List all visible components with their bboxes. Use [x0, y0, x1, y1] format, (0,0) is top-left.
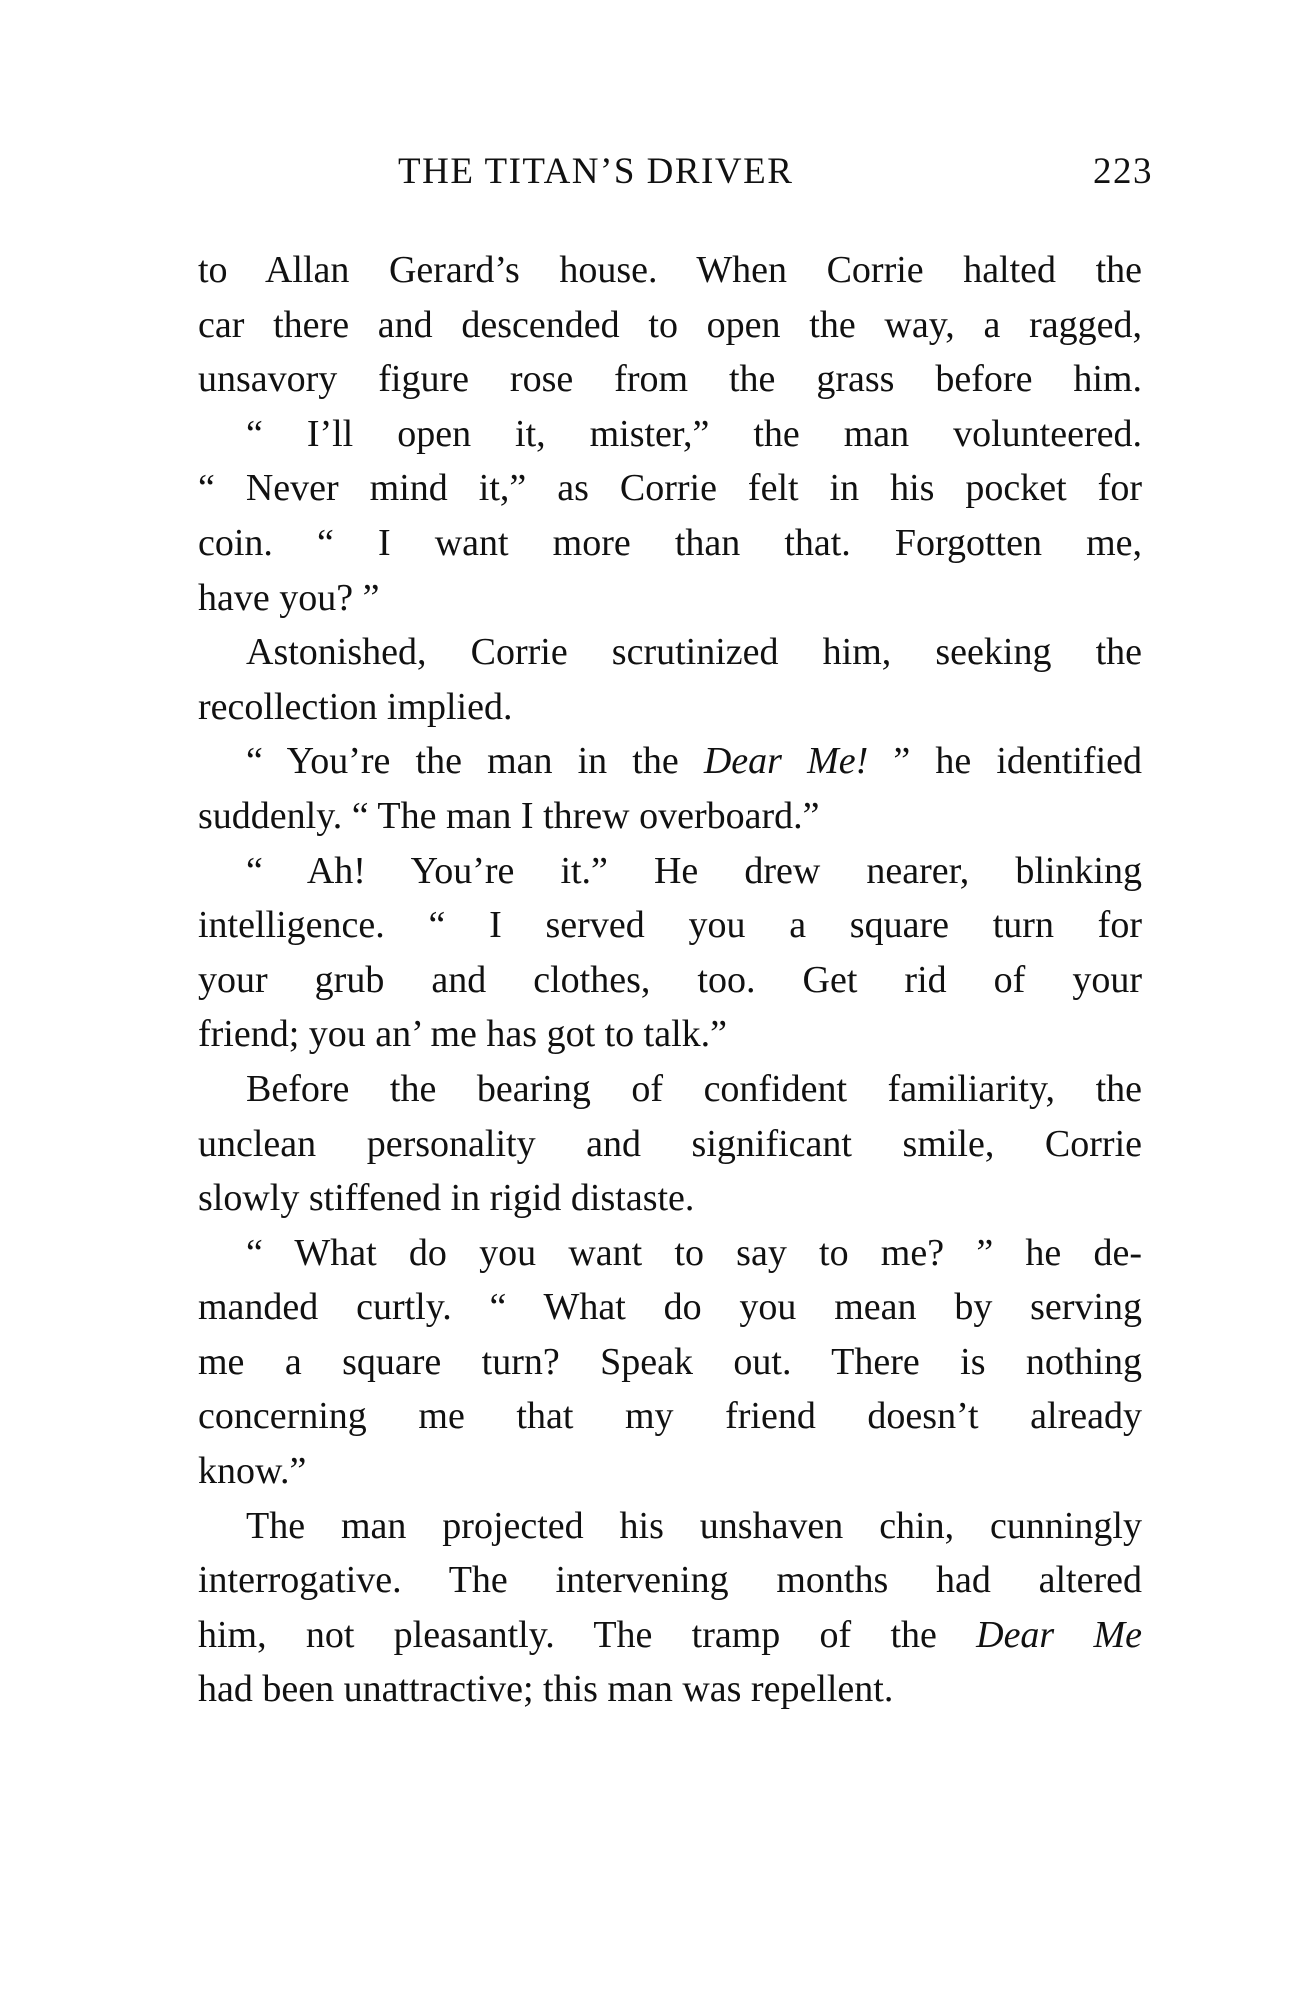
- italic-ship-name: Dear Me: [976, 1613, 1142, 1656]
- text-line: concerning me that my friend doesn’t already: [198, 1395, 1142, 1438]
- running-head: [398, 150, 1153, 200]
- text-line: interrogative. The intervening months had altered: [198, 1559, 1142, 1602]
- italic-ship-name: Dear Me!: [703, 740, 869, 783]
- text-line: unsavory figure rose from the grass before him.: [198, 358, 1142, 401]
- text-line: intelligence. “ I served you a square turn for: [198, 904, 1142, 947]
- text-segment: him, not pleasantly. The tramp of the: [198, 1613, 937, 1656]
- text-line: your grub and clothes, too. Get rid of your: [198, 958, 1142, 1001]
- text-line: suddenly. “ The man I threw overboard.”: [198, 794, 820, 837]
- text-line: “ Ah! You’re it.” He drew nearer, blinking: [246, 849, 1142, 892]
- text-line: Before the bearing of confident familiarity, the: [246, 1067, 1142, 1110]
- text-line: “ Never mind it,” as Corrie felt in his pocket for: [198, 467, 1142, 510]
- text-line: friend; you an’ me has got to talk.”: [198, 1013, 728, 1056]
- running-title: THE TITAN’S DRIVER: [398, 151, 794, 192]
- text-line: car there and descended to open the way, a ragged,: [198, 303, 1142, 346]
- text-line: manded curtly. “ What do you mean by serving: [198, 1286, 1142, 1329]
- text-line: recollection implied.: [198, 685, 513, 728]
- text-segment: “ You’re the man in the: [246, 740, 679, 783]
- text-line: coin. “ I want more than that. Forgotten me,: [198, 521, 1142, 564]
- text-line: [198, 734, 1142, 789]
- text-line: The man projected his unshaven chin, cunningly: [246, 1504, 1142, 1547]
- text-line: have you? ”: [198, 576, 380, 619]
- text-segment: ” he identified: [893, 740, 1142, 783]
- text-line: to Allan Gerard’s house. When Corrie halted the: [198, 249, 1142, 291]
- text-line: “ I’ll open it, mister,” the man volunteered.: [246, 412, 1142, 455]
- text-line: know.”: [198, 1450, 307, 1493]
- text-line: Astonished, Corrie scrutinized him, seeking the: [246, 631, 1142, 674]
- text-line: unclean personality and significant smile, Corrie: [198, 1122, 1142, 1165]
- text-line: “ What do you want to say to me? ” he de-: [246, 1231, 1142, 1274]
- body-text: [198, 243, 1142, 1717]
- text-line: slowly stiffened in rigid distaste.: [198, 1177, 695, 1220]
- text-line: me a square turn? Speak out. There is nothing: [198, 1340, 1142, 1383]
- page-number: 223: [1093, 151, 1153, 192]
- text-line: [198, 1608, 1142, 1663]
- text-line: had been unattractive; this man was repellent.: [198, 1668, 894, 1711]
